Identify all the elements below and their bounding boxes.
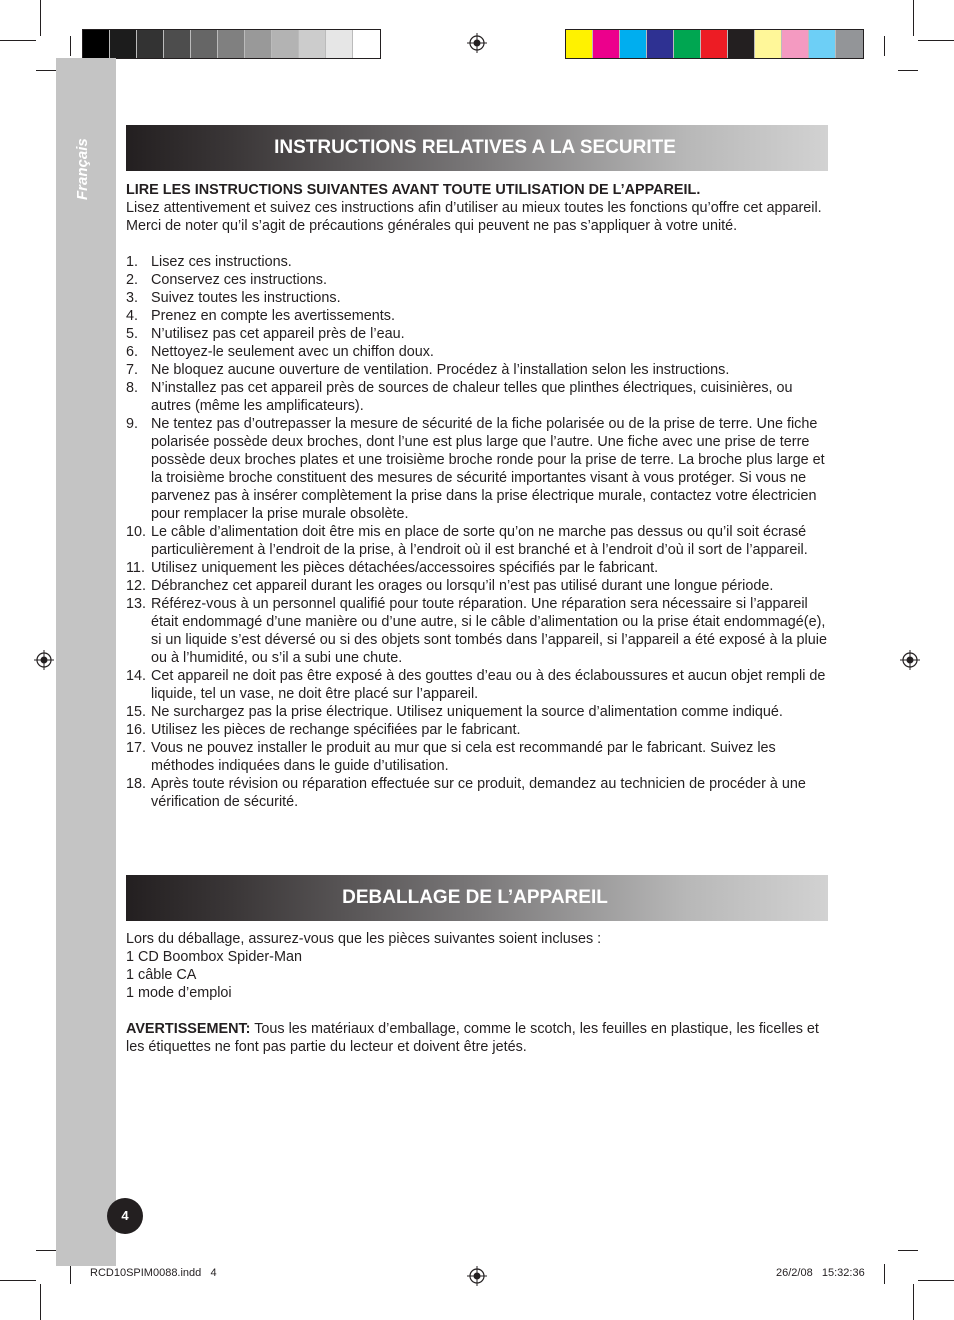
crop-mark [913,1284,914,1320]
color-swatch [593,30,620,58]
crop-mark [70,1264,71,1284]
list-item-number: 12. [126,578,147,594]
list-item-text: Cet appareil ne doit pas être exposé à des gouttes d’eau ou à des éclaboussures et aucun objet rempli de liquide, tel un vase, ne doit être placé sur l’appareil. [151,668,826,702]
list-item [126,343,828,361]
color-swatch [782,30,809,58]
list-item-number: 15. [126,704,147,720]
crop-mark [913,0,914,36]
list-item [126,577,828,595]
registration-mark-icon [34,650,54,670]
gray-swatch [110,30,137,58]
list-item-text: Utilisez uniquement les pièces détachées/accessoires spécifiés par le fabricant. [151,560,659,576]
list-item-number: 5. [126,326,139,342]
gray-swatch [299,30,326,58]
list-item-number: 11. [126,560,145,576]
unpacking-section [126,930,828,1056]
list-item [126,667,828,703]
list-item [126,739,828,775]
list-item-number: 1. [126,254,139,270]
safety-instructions [126,181,828,811]
list-item [126,307,828,325]
list-item-number: 18. [126,776,147,792]
slug-filename: RCD10SPIM0088.indd 4 [90,1267,217,1279]
section-title-text: INSTRUCTIONS RELATIVES A LA SECURITE [274,137,676,158]
side-band [56,58,116,1266]
warning-label: AVERTISSEMENT: [126,1021,251,1037]
list-item-text: Le câble d’alimentation doit être mis en place de sorte qu’on ne marche pas dessus ou qu’il soit écrasé particulièrement à l’endroit de la prise, à l’endroit où il est branché et à l’endroit d’où il sort de l’appareil. [151,524,808,558]
list-item-number: 9. [126,416,139,432]
lead-text: LIRE LES INSTRUCTIONS SUIVANTES AVANT TOUTE UTILISATION DE L’APPAREIL. [126,182,701,198]
crop-mark [898,1250,918,1251]
color-swatch [755,30,782,58]
list-item-text: Prenez en compte les avertissements. [151,308,395,324]
list-item-text: Référez-vous à un personnel qualifié pour toute réparation. Une réparation sera nécessaire si l’appareil était endommagé d’une manière ou d’une autre, si le câble d’alimentation ou la prise était endommagé(e), si un liquide s’est déversé ou si des objets sont tombés dans l’appareil, si l’appareil a été exposé à la pluie ou à l’humidité, ou s’il a subi une chute. [151,596,827,666]
list-item [126,523,828,559]
list-item-number: 17. [126,740,147,756]
section-title-unpacking [126,875,828,921]
list-item [126,595,828,667]
page-number: 4 [107,1198,143,1234]
contents-item: 1 mode d’emploi [126,985,232,1001]
crop-mark [884,36,885,56]
color-swatch [674,30,701,58]
gray-color-bar [82,29,381,59]
color-swatch [647,30,674,58]
list-item [126,325,828,343]
gray-swatch [245,30,272,58]
list-item-text: N’utilisez pas cet appareil près de l’eau. [151,326,405,342]
list-item-number: 16. [126,722,147,738]
section-title-safety [126,125,828,171]
gray-swatch [191,30,218,58]
crop-mark [70,36,71,56]
list-item-text: Ne bloquez aucune ouverture de ventilation. Procédez à l’installation selon les instructions. [151,362,730,378]
crop-mark [0,1280,36,1281]
crop-mark [918,40,954,41]
list-item [126,289,828,307]
list-item [126,253,828,271]
list-item-number: 10. [126,524,147,540]
registration-mark-icon [467,33,487,53]
list-item [126,379,828,415]
contents-item: 1 CD Boombox Spider-Man [126,949,302,965]
crop-mark [40,0,41,36]
color-swatch [809,30,836,58]
list-item-number: 8. [126,380,139,396]
section-title-text: DEBALLAGE DE L’APPAREIL [342,887,608,908]
crop-mark [884,1264,885,1284]
language-tab-label: Français [74,138,91,200]
registration-mark-icon [467,1266,487,1286]
list-item [126,361,828,379]
list-item [126,721,828,739]
list-item-number: 6. [126,344,139,360]
gray-swatch [218,30,245,58]
list-item-text: Conservez ces instructions. [151,272,327,288]
crop-mark [898,70,918,71]
process-color-bar [565,29,864,59]
gray-swatch [272,30,299,58]
list-item-text: Vous ne pouvez installer le produit au mur que si cela est recommandé par le fabricant. Suivez les méthodes indiquées dans le guide d’utilisation. [151,740,776,774]
list-item-text: Après toute révision ou réparation effectuée sur ce produit, demandez au technicien de procéder à une vérification de sécurité. [151,776,806,810]
color-swatch [620,30,647,58]
gray-swatch [83,30,110,58]
list-item-text: Débranchez cet appareil durant les orages ou lorsqu’il n’est pas utilisé durant une longue période. [151,578,774,594]
list-item-number: 14. [126,668,147,684]
list-item-text: Nettoyez-le seulement avec un chiffon doux. [151,344,434,360]
gray-swatch [353,30,380,58]
list-item [126,271,828,289]
list-item [126,559,828,577]
safety-list [126,253,828,811]
gray-swatch [137,30,164,58]
gray-swatch [164,30,191,58]
color-swatch [566,30,593,58]
list-item [126,775,828,811]
list-item-number: 4. [126,308,139,324]
color-swatch [836,30,863,58]
intro-paragraph: Lisez attentivement et suivez ces instructions afin d’utiliser au mieux toutes les fonctions qu’offre cet appareil. Merci de noter qu’il s’agit de précautions générales qui peuvent ne pas s’appliquer à votre unité. [126,200,822,234]
crop-mark [40,1284,41,1320]
list-item-text: Suivez toutes les instructions. [151,290,341,306]
crop-mark [0,40,36,41]
warning-text: Tous les matériaux d’emballage, comme le scotch, les feuilles en plastique, les ficelles et les étiquettes ne font pas partie du lecteur et doivent être jetés. [126,1021,819,1055]
crop-mark [36,70,56,71]
crop-mark [918,1280,954,1281]
list-item-text: N’installez pas cet appareil près de sources de chaleur telles que plinthes électriques, cuisinières, ou autres (même les amplificateurs). [151,380,793,414]
color-swatch [701,30,728,58]
list-item-number: 3. [126,290,139,306]
contents-list [126,948,828,1002]
contents-item: 1 câble CA [126,967,197,983]
list-item-text: Ne tentez pas d’outrepasser la mesure de sécurité de la fiche polarisée ou de la prise de terre. Une fiche polarisée possède deux broches, dont l’une est plus large que l’autre. Une fiche avec une prise de terre possède deux broches plates et une troisième broche ronde pour la prise de terre. La broche plus large et la troisième broche constituent des mesures de sécurité importantes visant à vous protéger. Si vous ne parvenez pas à insérer complètement la prise dans la prise électrique murale, contactez votre électricien pour remplacer la prise murale obsolète. [151,416,825,522]
slug-datetime: 26/2/08 15:32:36 [776,1267,865,1279]
registration-mark-icon [900,650,920,670]
list-item-text: Lisez ces instructions. [151,254,292,270]
warning-paragraph [126,1020,828,1056]
list-item-number: 2. [126,272,139,288]
list-item-number: 7. [126,362,139,378]
gray-swatch [326,30,353,58]
unpacking-intro: Lors du déballage, assurez-vous que les pièces suivantes soient incluses : [126,931,602,947]
color-swatch [728,30,755,58]
list-item [126,703,828,721]
list-item-text: Utilisez les pièces de rechange spécifiées par le fabricant. [151,722,521,738]
list-item [126,415,828,523]
list-item-text: Ne surchargez pas la prise électrique. Utilisez uniquement la source d’alimentation comme indiqué. [151,704,783,720]
crop-mark [36,1250,56,1251]
list-item-number: 13. [126,596,147,612]
